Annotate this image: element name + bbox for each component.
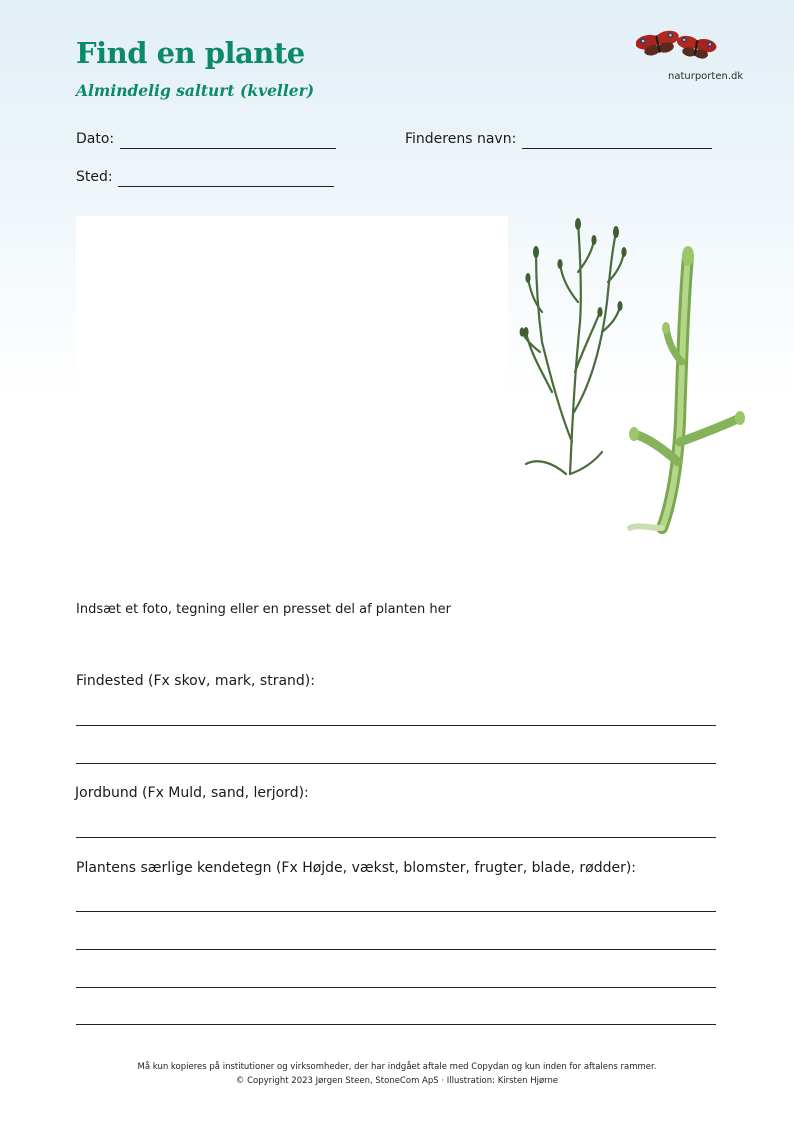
butterfly-logo-icon	[636, 26, 718, 66]
salicornia-plant-illustration	[512, 212, 762, 548]
finder-name-label: Finderens navn:	[405, 131, 517, 147]
photo-insert-area[interactable]	[76, 216, 508, 556]
kendetegn-label: Plantens særlige kendetegn (Fx Højde, vækst, blomster, frugter, blade, rødder):	[76, 860, 637, 876]
jordbund-answer-line[interactable]	[76, 837, 716, 838]
findested-answer-line-1[interactable]	[76, 725, 716, 726]
photo-caption: Indsæt et foto, tegning eller en presset del af planten her	[76, 602, 451, 617]
brand-label: naturporten.dk	[668, 71, 744, 82]
jordbund-label: Jordbund (Fx Muld, sand, lerjord):	[75, 785, 309, 801]
date-label: Dato:	[76, 131, 115, 147]
page-subtitle: Almindelig salturt (kveller)	[76, 81, 315, 100]
kendetegn-answer-line-4[interactable]	[76, 1024, 716, 1025]
page-title: Find en plante	[76, 36, 305, 70]
footer-copy-notice: Må kun kopieres på institutioner og virksomheder, der har indgået aftale med Copydan og kun inden for aftalens rammer.	[137, 1062, 657, 1072]
finder-name-line[interactable]	[522, 148, 712, 149]
place-line[interactable]	[118, 186, 334, 187]
kendetegn-answer-line-2[interactable]	[76, 949, 716, 950]
findested-answer-line-2[interactable]	[76, 763, 716, 764]
footer-copyright: © Copyright 2023 Jørgen Steen, StoneCom ApS · Illustration: Kirsten Hjørne	[235, 1076, 559, 1086]
findested-label: Findested (Fx skov, mark, strand):	[76, 673, 315, 689]
kendetegn-answer-line-1[interactable]	[76, 911, 716, 912]
kendetegn-answer-line-3[interactable]	[76, 987, 716, 988]
place-label: Sted:	[76, 169, 113, 185]
date-line[interactable]	[120, 148, 336, 149]
